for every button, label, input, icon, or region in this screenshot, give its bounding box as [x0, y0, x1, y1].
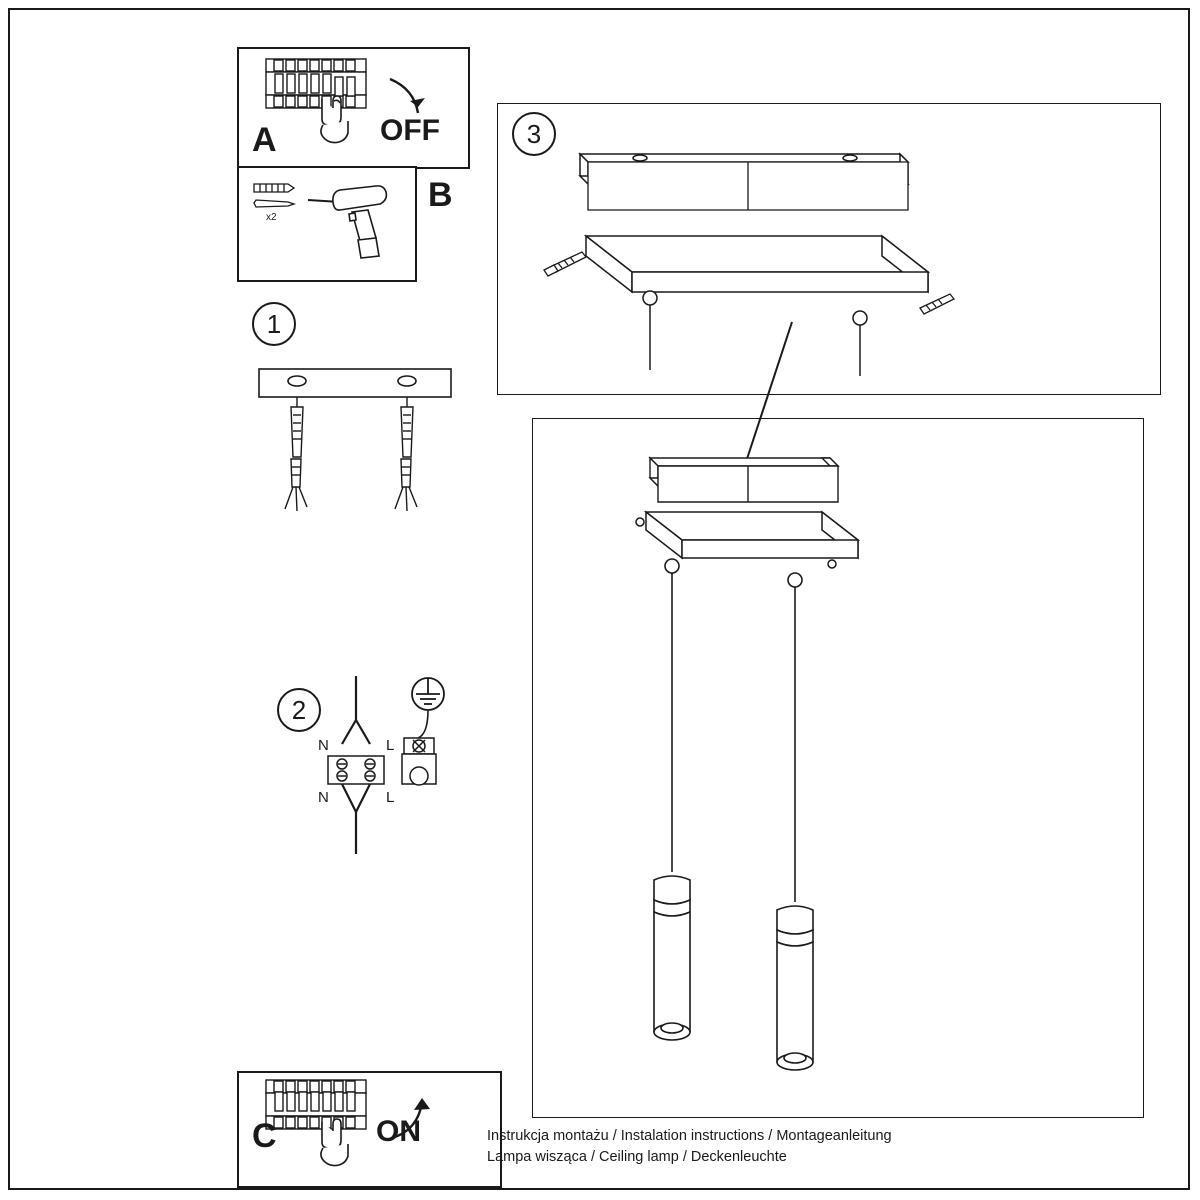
dowel-screw-illustration — [248, 172, 408, 280]
footer-subtitle: Lampa wisząca / Ceiling lamp / Deckenleuchte — [487, 1149, 787, 1165]
step-1-illustration — [255, 363, 485, 538]
footer-title: Instrukcja montażu / Instalation instructions / Montageanleitung — [487, 1128, 892, 1144]
step-2-number: 2 — [291, 694, 307, 725]
step-c-letter: C — [252, 1117, 277, 1155]
svg-text:L: L — [386, 789, 395, 806]
breaker-off-illustration — [262, 55, 452, 165]
step-1-number: 1 — [266, 308, 282, 339]
svg-text:N: N — [318, 737, 329, 754]
svg-text:x2: x2 — [266, 212, 277, 223]
step-a-letter: A — [252, 121, 277, 159]
svg-text:N: N — [318, 789, 329, 806]
step-3-number: 3 — [526, 118, 542, 149]
step-c-state-label: ON — [376, 1115, 421, 1148]
step-a-state-label: OFF — [380, 114, 440, 147]
step-b-letter: B — [428, 176, 453, 214]
breaker-on-illustration — [262, 1076, 462, 1184]
step-2-illustration — [306, 672, 466, 862]
step-1-badge — [252, 302, 296, 346]
svg-text:L: L — [386, 737, 395, 754]
finished-lamp-illustration — [610, 440, 900, 1100]
